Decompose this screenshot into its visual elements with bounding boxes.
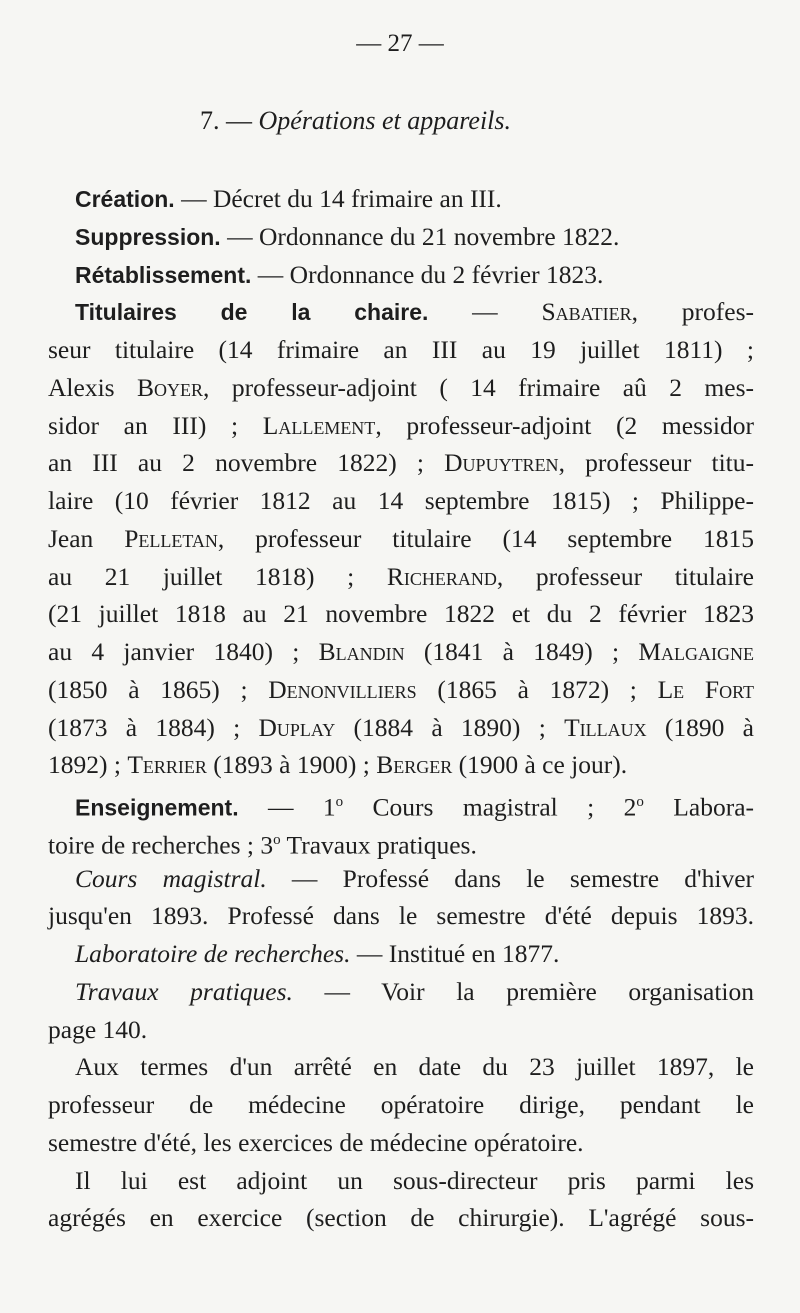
line-18 — [0, 822, 800, 860]
text-l6b: , professeur-adjoint ( 14 frimaire aû 2 mes- — [203, 372, 755, 402]
text-l13b: (1841 à 1849) ; — [404, 637, 639, 666]
name-terrier: Terrier — [127, 750, 207, 780]
text-l13a: au 4 janvier 1840) ; — [48, 637, 319, 666]
text-l20: jusqu'en 1893. Professé dans le semestre d'été depuis 1893. — [48, 901, 754, 931]
ordinal-1: o — [335, 794, 344, 810]
line-7 — [0, 407, 800, 445]
text-l27: Il lui est adjoint un sous-directeur pris parmi les — [75, 1165, 754, 1195]
name-boyer: Boyer — [137, 372, 204, 402]
text-l17b: Cours magistral ; 2 — [343, 792, 637, 822]
text-l18a: toire de recherches ; 3 — [48, 830, 274, 860]
name-lefort: Le Fort — [657, 674, 754, 704]
name-dupuytren: Dupuytren — [444, 448, 559, 478]
body-text — [0, 180, 800, 1237]
text-suppression: — Ordonnance du 21 novembre 1822. — [220, 221, 620, 251]
text-l26: semestre d'été, les exercices de médecine opératoire. — [48, 1127, 584, 1157]
line-5 — [0, 331, 800, 369]
text-l16c: (1900 à ce jour). — [452, 750, 628, 780]
line-travaux — [0, 973, 800, 1011]
text-l15c: (1890 à — [646, 712, 754, 742]
line-13 — [0, 633, 800, 671]
line-11 — [0, 558, 800, 596]
section-number: 7. — — [200, 106, 252, 135]
text-creation: — Décret du 14 frimaire an III. — [174, 184, 502, 213]
name-denonvilliers: Denonvilliers — [268, 674, 417, 704]
ordinal-2: o — [636, 794, 644, 810]
text-l17c: Labora- — [643, 792, 754, 822]
text-l5: seur titulaire (14 frimaire an III au 19 juillet 1811) ; — [48, 335, 754, 364]
text-retablissement: — Ordonnance du 2 février 1823. — [251, 259, 604, 289]
line-labo — [0, 935, 800, 973]
line-14 — [0, 671, 800, 709]
text-l4: , profes- — [631, 297, 755, 327]
name-berger: Berger — [376, 750, 453, 780]
text-l19: — Professé dans le semestre d'hiver — [266, 863, 754, 893]
text-l12: (21 juillet 1818 au 21 novembre 1822 et du 2 février 1823 — [48, 599, 754, 629]
text-l15b: (1884 à 1890) ; — [335, 712, 565, 742]
name-pelletan: Pelletan — [124, 523, 218, 553]
name-richerand: Richerand — [386, 561, 497, 591]
text-l11b: , professeur titulaire — [496, 561, 755, 591]
line-16 — [0, 746, 800, 784]
heading-retablissement: Rétablissement. — [75, 261, 252, 288]
line-26 — [0, 1124, 800, 1162]
text-l8b: , professeur titu- — [558, 448, 754, 478]
name-tillaux: Tillaux — [564, 712, 647, 742]
text-l11a: au 21 juillet 1818) ; — [48, 561, 387, 591]
name-sabatier: Sabatier — [541, 297, 632, 327]
text-l25: professeur de médecine opératoire dirige, pendant le — [48, 1090, 754, 1119]
line-cours — [0, 860, 800, 898]
text-l14b: (1865 à 1872) ; — [416, 674, 658, 704]
text-l6a: Alexis — [48, 372, 138, 402]
line-6 — [0, 369, 800, 407]
page-number: — 27 — — [356, 30, 444, 57]
ordinal-3: o — [273, 831, 281, 848]
text-l21: — Institué en 1877. — [350, 939, 560, 968]
text-l9: laire (10 février 1812 au 14 septembre 1815) ; Philippe- — [48, 486, 754, 515]
line-27 — [0, 1162, 800, 1200]
line-10 — [0, 520, 800, 558]
line-23 — [0, 1011, 800, 1049]
subheading-cours: Cours magistral. — [75, 863, 267, 893]
text-l17a: — 1 — [238, 792, 336, 822]
heading-enseignement: Enseignement. — [75, 794, 239, 821]
text-l15a: (1873 à 1884) ; — [48, 712, 259, 742]
line-15 — [0, 709, 800, 747]
line-suppression — [0, 218, 800, 256]
subheading-travaux: Travaux pratiques. — [75, 976, 293, 1006]
line-8 — [0, 444, 800, 482]
name-malgaigne: Malgaigne — [638, 637, 754, 666]
text-l10b: , professeur titulaire (14 septembre 1815 — [217, 523, 755, 553]
name-duplay: Duplay — [258, 712, 336, 742]
text-l14a: (1850 à 1865) ; — [48, 674, 269, 704]
text-dash: — — [428, 297, 542, 327]
section-title — [200, 106, 511, 136]
text-l8a: an III au 2 novembre 1822) ; — [48, 448, 445, 478]
text-l28: agrégés en exercice (section de chirurgie). L'agrégé sous- — [48, 1203, 754, 1233]
line-24 — [0, 1048, 800, 1086]
heading-suppression: Suppression. — [75, 223, 221, 250]
text-l10a: Jean — [48, 523, 125, 553]
text-l16a: 1892) ; — [48, 750, 128, 780]
line-25 — [0, 1086, 800, 1124]
line-titulaires — [0, 293, 800, 331]
line-20 — [0, 897, 800, 935]
text-l18b: Travaux pratiques. — [280, 830, 477, 860]
text-l7a: sidor an III) ; — [48, 410, 263, 440]
line-12 — [0, 595, 800, 633]
text-l16b: (1893 à 1900) ; — [206, 750, 377, 780]
line-9 — [0, 482, 800, 520]
section-title-text: Opérations et appareils. — [258, 106, 512, 135]
name-lallement: Lallement — [262, 410, 376, 440]
text-l22: — Voir la première organisation — [292, 976, 754, 1006]
text-l24: Aux termes d'un arrêté en date du 23 juillet 1897, le — [75, 1052, 754, 1082]
heading-titulaires: Titulaires de la chaire. — [75, 299, 429, 326]
heading-creation: Création. — [75, 186, 175, 212]
text-l7b: , professeur-adjoint (2 messidor — [375, 410, 754, 440]
name-blandin: Blandin — [318, 637, 405, 666]
line-retablissement — [0, 256, 800, 294]
line-creation — [0, 180, 800, 218]
text-l23: page 140. — [48, 1014, 148, 1044]
subheading-labo: Laboratoire de recherches. — [75, 939, 351, 968]
line-28 — [0, 1199, 800, 1237]
line-enseignement — [0, 784, 800, 822]
